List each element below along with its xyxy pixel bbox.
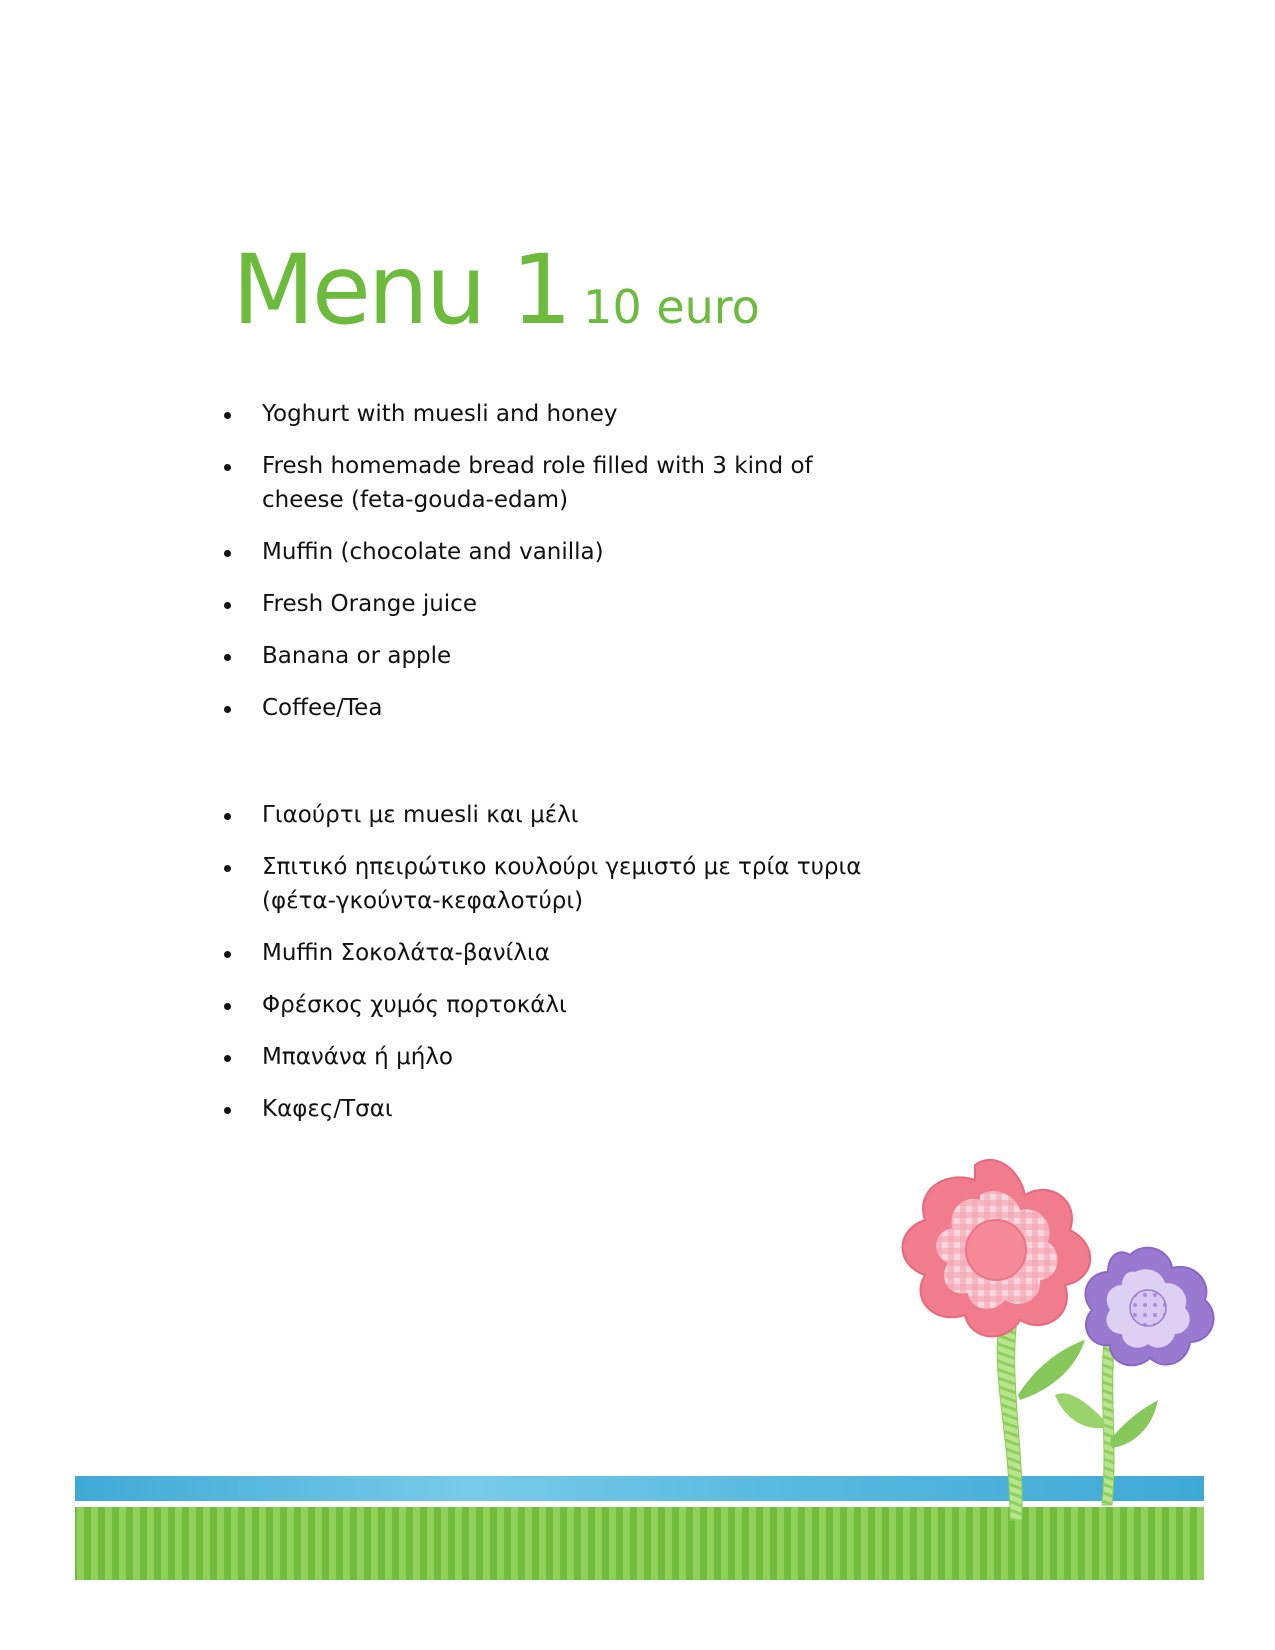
list-item: Fresh homemade bread role filled with 3 kind of cheese (feta-gouda-edam)	[224, 449, 822, 517]
menu-items-english	[224, 397, 962, 743]
list-item: Muffin (chocolate and vanilla)	[224, 535, 962, 569]
list-item: Καφες/Τσαι	[224, 1092, 962, 1126]
menu-price: 10 euro	[583, 280, 760, 334]
list-item: Yoghurt with muesli and honey	[224, 397, 962, 431]
pink-flower-icon	[903, 1160, 1091, 1337]
menu-items-greek	[224, 798, 962, 1144]
list-item: Fresh Orange juice	[224, 587, 962, 621]
list-item: Φρέσκος χυμός πορτοκάλι	[224, 988, 962, 1022]
list-item: Coffee/Tea	[224, 691, 962, 725]
purple-flower-stem	[1055, 1330, 1158, 1505]
pink-flower-stem	[997, 1310, 1085, 1520]
list-item: Muffin Σοκολάτα-βανίλια	[224, 936, 962, 970]
list-item: Μπανάνα ή μήλο	[224, 1040, 962, 1074]
menu-title	[232, 234, 760, 346]
list-item: Γιαούρτι με muesli και μέλι	[224, 798, 962, 832]
menu-title-text: Menu 1	[232, 234, 570, 346]
purple-flower-icon	[1085, 1248, 1213, 1366]
list-item: Σπιτικό ηπειρώτικο κουλούρι γεμιστό με τρία τυρια (φέτα-γκούντα-κεφαλοτύρι)	[224, 850, 902, 918]
green-band	[75, 1507, 1204, 1580]
list-item: Banana or apple	[224, 639, 962, 673]
blue-band	[75, 1476, 1204, 1501]
